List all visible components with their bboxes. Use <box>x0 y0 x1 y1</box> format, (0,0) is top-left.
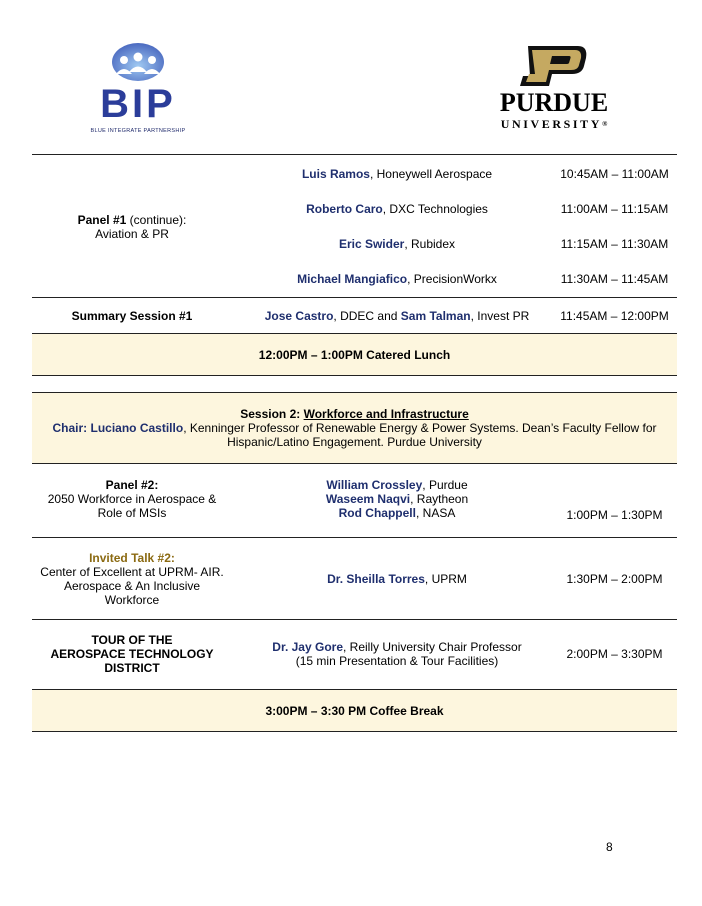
talk2-line2: Aerospace & An Inclusive <box>63 579 201 593</box>
page-number: 8 <box>606 840 613 854</box>
tour-line3: DISTRICT <box>104 661 160 675</box>
speaker-name: Sam Talman <box>400 309 471 323</box>
panel1-title-suffix: (continue): <box>126 212 187 227</box>
lunch-row <box>32 333 677 376</box>
session2-chair-desc-2: Hispanic/Latino Engagement. Purdue University <box>227 435 482 449</box>
session2-chair-name: Luciano Castillo <box>90 421 184 435</box>
purdue-wordmark: PURDUE <box>499 88 609 117</box>
panel1-title: Panel #1 <box>77 212 127 227</box>
panel2-topic-2: Role of MSIs <box>97 506 167 520</box>
panel2-topic-1: 2050 Workforce in Aerospace & <box>47 492 217 506</box>
panel1-row <box>32 154 677 297</box>
speaker-org: , Invest PR <box>470 309 530 323</box>
talk2-speaker <box>242 538 552 620</box>
talk-2-speaker <box>242 199 552 219</box>
session2-chair-desc: , Kenninger Professor of Renewable Energy & Power Systems. Dean’s Faculty Fellow for <box>183 421 657 435</box>
summary1-row <box>32 297 677 333</box>
panel2-title: Panel #2: <box>105 478 159 492</box>
purdue-logo <box>486 44 622 134</box>
speaker-org: , Reilly University Chair Professor <box>343 640 522 654</box>
talk-4-time: 11:30AM – 11:45AM <box>560 272 669 286</box>
tour-line2: AEROSPACE TECHNOLOGY <box>50 647 214 661</box>
talk-1-speaker <box>242 164 552 184</box>
session2-title: Workforce and Infrastructure <box>303 407 469 421</box>
talk-4-speaker <box>242 269 552 289</box>
talk2-time: 1:30PM – 2:00PM <box>566 572 663 586</box>
purdue-university-label: UNIVERSITY <box>500 117 603 131</box>
speaker-org: , NASA <box>415 506 456 520</box>
summary1-speakers <box>242 298 552 334</box>
speaker-org: , Honeywell Aerospace <box>369 167 493 181</box>
speaker-name: Roberto Caro <box>306 202 383 216</box>
panel2-speakers <box>242 464 552 534</box>
tour-speaker <box>242 620 552 688</box>
summary1-title: Summary Session #1 <box>71 309 193 323</box>
panel1-label-cell <box>32 155 232 298</box>
talk2-label-cell <box>32 538 232 620</box>
panel2-time: 1:00PM – 1:30PM <box>566 508 663 522</box>
purdue-university-text <box>486 117 622 131</box>
speaker-org: , UPRM <box>424 572 467 586</box>
speaker-org: , Purdue <box>422 478 468 492</box>
session2-header <box>32 392 677 463</box>
talk-3-time: 11:15AM – 11:30AM <box>560 237 669 251</box>
summary1-time: 11:45AM – 12:00PM <box>560 309 669 323</box>
talk2-row <box>32 537 677 619</box>
panel1-topic: Aviation & PR <box>95 226 169 241</box>
coffee-label: 3:00PM – 3:30 PM Coffee Break <box>265 703 444 718</box>
talk-3-speaker <box>242 234 552 254</box>
lunch-label: 12:00PM – 1:00PM Catered Lunch <box>258 347 451 362</box>
talk2-line3: Workforce <box>104 593 160 607</box>
speaker-org: , Raytheon <box>410 492 469 506</box>
bip-wordmark: BIP <box>100 82 176 126</box>
talk-2-time: 11:00AM – 11:15AM <box>560 202 669 216</box>
tour-label-cell <box>32 620 232 688</box>
speaker-name: Dr. Sheilla Torres <box>327 572 425 586</box>
session2-prefix: Session 2: <box>240 407 304 421</box>
speaker-org: , DXC Technologies <box>382 202 488 216</box>
tour-row <box>32 619 677 689</box>
panel2-row <box>32 463 677 537</box>
speaker-name: Rod Chappell <box>338 506 416 520</box>
tour-line1: TOUR OF THE <box>91 633 173 647</box>
talk2-title: Invited Talk #2: <box>89 551 175 565</box>
talk-1-time: 10:45AM – 11:00AM <box>560 167 669 181</box>
speaker-name: Eric Swider <box>338 237 405 251</box>
talk2-line1: Center of Excellent at UPRM- AIR. <box>40 565 224 579</box>
speaker-name: Luis Ramos <box>301 167 370 181</box>
speaker-name: Dr. Jay Gore <box>272 640 343 654</box>
speaker-name: Michael Mangiafico <box>297 272 408 286</box>
tour-note: (15 min Presentation & Tour Facilities) <box>295 654 499 668</box>
session2-header-text <box>32 393 677 463</box>
session2-chair-label: Chair: <box>52 421 91 435</box>
bip-subtitle: BLUE INTEGRATE PARTNERSHIP <box>90 128 186 134</box>
registered-mark: ® <box>602 120 608 128</box>
coffee-row <box>32 689 677 732</box>
bip-logo <box>82 42 194 138</box>
panel2-label-cell <box>32 464 232 534</box>
speaker-org: , PrecisionWorkx <box>407 272 497 286</box>
speaker-name: Waseem Naqvi <box>325 492 411 506</box>
bip-people-icon <box>110 42 166 84</box>
tour-time: 2:00PM – 3:30PM <box>566 647 663 661</box>
purdue-p-icon <box>518 44 588 88</box>
speaker-name: William Crossley <box>326 478 423 492</box>
speaker-org: , Rubidex <box>404 237 456 251</box>
speaker-org: , DDEC and <box>333 309 401 323</box>
speaker-name: Jose Castro <box>264 309 334 323</box>
